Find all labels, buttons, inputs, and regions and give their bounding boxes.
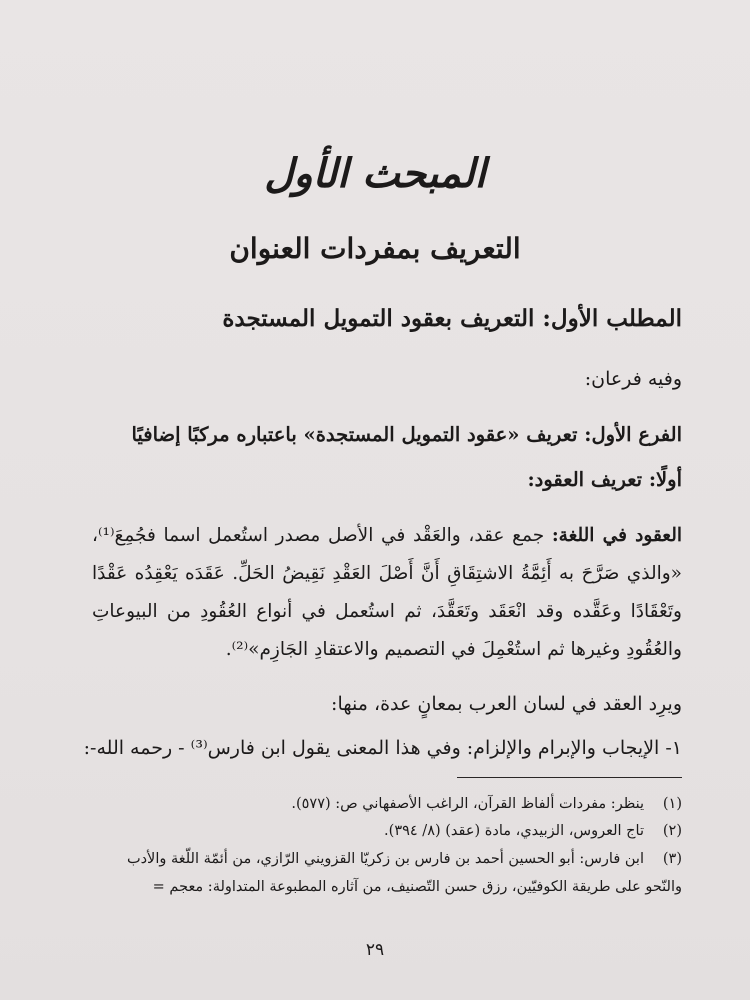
- footnote-text: تاج العروس، الزبيدي، مادة (عقد) (٨/ ٣٩٤).: [384, 823, 644, 839]
- footnote-divider: [457, 777, 682, 778]
- meanings-intro: ويرِد العقد في لسان العرب بمعانٍ عدة، منها:: [331, 693, 682, 715]
- definition-text: جمع عقد، والعَقْد في الأصل مصدر استُعمل اسما فجُمِعَ⁽¹⁾، «والذي صَرَّحَ به أَئِمَّةُ الاشتِقَاقِ أَنَّ أَصْلَ العَقْدِ نَقِيضُ الحَلِّ. عَقَدَه يَعْقِدُه عَقْدًا وتَعْقَادًا وعَقَّده وقد انْعَقَد وتَعَقَّدَ، ثم استُعمل في أنواع العُقُودِ من البيوعاتِ والعُقُودِ وغيرها ثم استُعْمِلَ في التصميم والاعتقادِ الجَازِم»⁽²⁾.: [92, 525, 682, 660]
- branch-heading: الفرع الأول: تعريف «عقود التمويل المستجدة» باعتباره مركبًا إضافيًا: [131, 423, 682, 446]
- footnote-text: ينظر: مفردات ألفاظ القرآن، الراغب الأصفهاني ص: (٥٧٧).: [291, 796, 644, 812]
- page-number: ٢٩: [365, 940, 385, 960]
- section-title: التعريف بمفردات العنوان: [229, 232, 521, 265]
- footnote-text: ابن فارس: أبو الحسين أحمد بن فارس بن زكريّا القزويني الرّازي، من أئمّة اللّغة والأدب: [126, 851, 644, 867]
- footnote-1: [82, 791, 682, 818]
- list-item-1: ١- الإيجاب والإبرام والإلزام: وفي هذا المعنى يقول ابن فارس⁽³⁾ - رحمه الله-:: [83, 737, 682, 759]
- footnote-3: [82, 846, 682, 873]
- footnote-2: [82, 818, 682, 845]
- footnote-number: (٣): [662, 851, 682, 867]
- intro-line: وفيه فرعان:: [584, 368, 682, 390]
- footnote-number: (٢): [662, 823, 682, 839]
- footnote-number: (١): [662, 796, 682, 812]
- definition-paragraph: [92, 517, 682, 669]
- definition-lead: العقود في اللغة:: [551, 525, 683, 546]
- demand-heading: المطلب الأول: التعريف بعقود التمويل المستجدة: [222, 305, 682, 332]
- footnote-3-continuation: والنّحو على طريقة الكوفيّين، رزق حسن التّصنيف، من آثاره المطبوعة المتداولة: معجم =: [152, 879, 682, 895]
- chapter-title: المبحث الأول: [264, 150, 486, 197]
- first-heading: أولًا: تعريف العقود:: [527, 468, 682, 491]
